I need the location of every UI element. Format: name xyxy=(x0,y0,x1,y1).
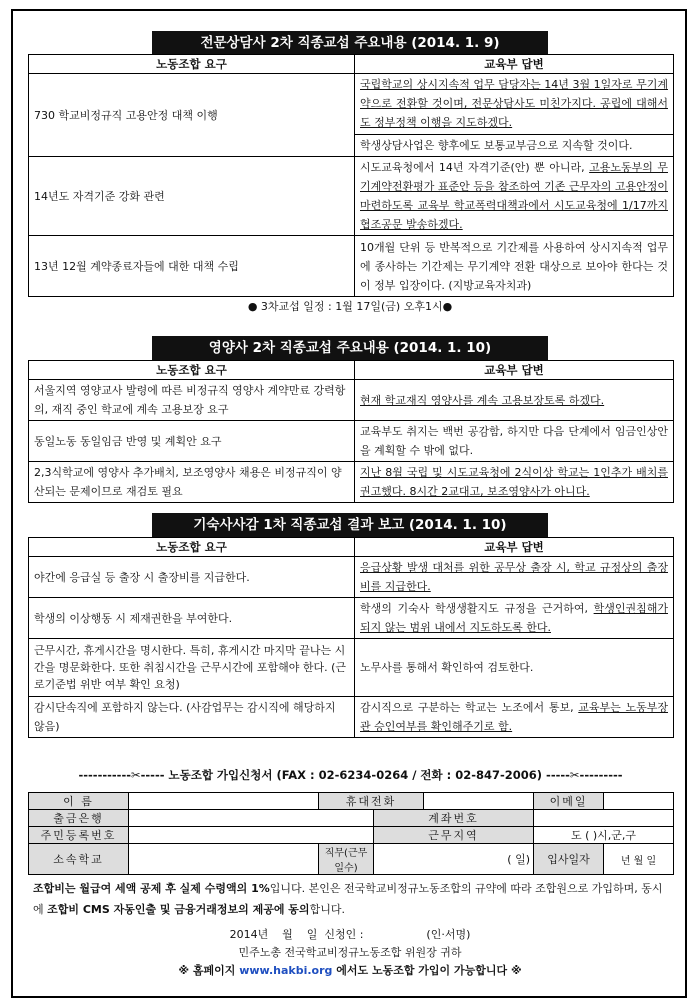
request-cell: 근무시간, 휴게시간을 명시한다. 특히, 휴게시간 마지막 끝나는 시간을 명문화한다. 또한 취침시간을 근무시간에 포함해야 한다. (근로기준법 위반 여부 확인 요청) xyxy=(29,639,355,697)
joined-label: 입사일자 xyxy=(534,844,604,875)
request-cell: 동일노동 동일임금 반영 및 계획안 요구 xyxy=(29,421,355,462)
request-cell: 감시단속직에 포함하지 않는다. (사감업무는 감시직에 해당하지 않음) xyxy=(29,697,355,738)
answer-cell xyxy=(355,557,674,598)
request-cell: 730 학교비정규직 고용안정 대책 이행 xyxy=(29,74,355,157)
answer-plain: 감시직으로 구분하는 학교는 노조에서 통보, xyxy=(360,701,579,714)
table-row xyxy=(29,74,674,135)
form-cut-line-header: -----------✂----- 노동조합 가입신청서 (FAX : 02-6234-0264 / 전화 : 02-847-2006) -----✂--------- xyxy=(78,768,623,782)
col-header-answer: 교육부 답변 xyxy=(355,55,674,74)
col-header-answer: 교육부 답변 xyxy=(355,538,674,557)
section-title-dorm: 기숙사사감 1차 직종교섭 결과 보고 (2014. 1. 10) xyxy=(152,513,548,537)
request-cell: 2,3식학교에 영양사 추가배치, 보조영양사 채용은 비정규직이 양산되는 문제이므로 재검토 필요 xyxy=(29,462,355,503)
job-label: 직무(근무일수) xyxy=(319,844,374,875)
answer-underlined: 지난 8월 국립 및 시도교육청에 2식이상 학교는 1인추가 배치를 권고했다. 8시간 2교대고, 보조영양사가 아니다. xyxy=(360,466,668,498)
table-row xyxy=(29,236,674,297)
joined-field[interactable]: 년 월 일 xyxy=(604,844,674,875)
homepage-line xyxy=(0,962,700,978)
region-field[interactable]: 도 ( )시,군,구 xyxy=(534,827,674,844)
addressee-line: 민주노총 전국학교비정규노동조합 위원장 귀하 xyxy=(238,946,462,959)
col-header-request: 노동조합 요구 xyxy=(29,55,355,74)
answer-cell xyxy=(355,157,674,236)
name-label: 이 름 xyxy=(29,793,129,810)
dorm-table xyxy=(28,537,674,738)
table-row xyxy=(29,421,674,462)
notice-bold-fee: 조합비는 월급여 세액 공제 후 실제 수령액의 1% xyxy=(33,882,270,895)
name-field[interactable] xyxy=(129,793,319,810)
answer-cell: 노무사를 통해서 확인하여 검토한다. xyxy=(355,639,674,697)
table-row xyxy=(29,157,674,236)
table-row xyxy=(29,462,674,503)
notice-text: 입니다. 본인은 전국학교비정규노동조합의 규약에 따라 조합원으로 가입하며, 동시에 xyxy=(33,882,663,916)
answer-cell xyxy=(355,598,674,639)
account-field[interactable] xyxy=(534,810,674,827)
answer-underlined: 응급상황 발생 대처를 위한 공무상 출장 시, 학교 규정상의 출장비를 지급한다. xyxy=(360,561,668,593)
request-cell: 야간에 응급실 등 출장 시 출장비를 지급한다. xyxy=(29,557,355,598)
section-title-dietitian: 영양사 2차 직종교섭 주요내용 (2014. 1. 10) xyxy=(152,336,548,360)
request-cell: 서울지역 영양교사 발령에 따른 비정규직 영양사 계약만료 강력항의, 재직 중인 학교에 계속 고용보장 요구 xyxy=(29,380,355,421)
dietitian-table xyxy=(28,360,674,503)
answer-underlined: 국립학교의 상시지속적 업무 담당자는 14년 3월 1일자로 무기계약으로 전환할 것이며, 전문상담사도 미친가지다. 공립에 대해서도 정부정책 이행을 지도하겠다. xyxy=(360,78,668,130)
answer-cell xyxy=(355,462,674,503)
answer-cell: 교육부도 취지는 백번 공감함, 하지만 다음 단계에서 임금인상안을 계획할 수 밖에 없다. xyxy=(355,421,674,462)
col-header-answer: 교육부 답변 xyxy=(355,361,674,380)
col-header-request: 노동조합 요구 xyxy=(29,361,355,380)
email-label: 이메일 xyxy=(534,793,604,810)
email-field[interactable] xyxy=(604,793,674,810)
request-cell: 학생의 이상행동 시 제재권한을 부여한다. xyxy=(29,598,355,639)
notice-bold-consent: 조합비 CMS 자동인출 및 금융거래정보의 제공에 동의 xyxy=(47,903,310,916)
answer-cell: 10개월 단위 등 반복적으로 기간제를 사용하여 상시지속적 업무에 종사하는 기간제는 무기계약 전환 대상으로 보아야 한다는 것이 정부 입장이다. (지방교육자치과) xyxy=(355,236,674,297)
membership-form xyxy=(28,792,674,875)
table-row xyxy=(29,639,674,697)
account-label: 계좌번호 xyxy=(374,810,534,827)
homepage-link[interactable]: www.hakbi.org xyxy=(239,964,333,977)
table-row xyxy=(29,557,674,598)
school-label: 소속학교 xyxy=(29,844,129,875)
answer-plain: 시도교육청에서 14년 자격기준(안) 뿐 아니라, xyxy=(360,161,590,174)
answer-plain: 학생의 기숙사 학생생활지도 규정을 근거하여, xyxy=(360,602,594,615)
table-row xyxy=(29,598,674,639)
homepage-pre: ※ 홈페이지 xyxy=(178,964,240,977)
answer-underlined: 고용노동부의 무기계약전환평가 표준안 등을 참조하여 기존 근무자의 고용안정이 마련하도록 교육부 학교폭력대책과에서 시도교육청에 1/17까지 협조공문 발송하겠다. xyxy=(360,161,668,231)
mobile-field[interactable] xyxy=(424,793,534,810)
notice-text-end: 합니다. xyxy=(309,903,345,916)
answer-cell xyxy=(355,74,674,135)
school-field[interactable] xyxy=(129,844,319,875)
request-cell: 13년 12월 계약종료자들에 대한 대책 수립 xyxy=(29,236,355,297)
homepage-post: 에서도 노동조합 가입이 가능합니다 ※ xyxy=(332,964,522,977)
bank-label: 출금은행 xyxy=(29,810,129,827)
schedule-note: ● 3차교섭 일정 : 1월 17일(금) 오후1시● xyxy=(247,300,453,313)
mobile-label: 휴대전화 xyxy=(319,793,424,810)
answer-cell xyxy=(355,380,674,421)
answer-underlined: 교육부는 노동부장관 승인여부를 확인해주기로 함. xyxy=(360,701,668,733)
counselor-table xyxy=(28,54,674,297)
request-cell: 14년도 자격기준 강화 관련 xyxy=(29,157,355,236)
bank-field[interactable] xyxy=(129,810,374,827)
region-label: 근무지역 xyxy=(374,827,534,844)
rrn-label: 주민등록번호 xyxy=(29,827,129,844)
answer-cell: 학생상담사업은 향후에도 보통교부금으로 지속할 것이다. xyxy=(355,134,674,156)
job-field[interactable]: ( 일) xyxy=(374,844,534,875)
table-row xyxy=(29,380,674,421)
col-header-request: 노동조합 요구 xyxy=(29,538,355,557)
sign-line: 2014년 월 일 신청인 : (인·서명) xyxy=(229,928,471,941)
answer-cell xyxy=(355,697,674,738)
rrn-field[interactable] xyxy=(129,827,374,844)
answer-underlined: 학생인권침해가 되지 않는 범위 내에서 지도하도록 한다. xyxy=(360,602,668,634)
section-title-counselor: 전문상담사 2차 직종교섭 주요내용 (2014. 1. 9) xyxy=(152,31,548,55)
table-row xyxy=(29,697,674,738)
membership-notice xyxy=(33,878,673,920)
answer-underlined: 현재 학교재직 영양사를 계속 고용보장토록 하겠다. xyxy=(360,393,605,407)
